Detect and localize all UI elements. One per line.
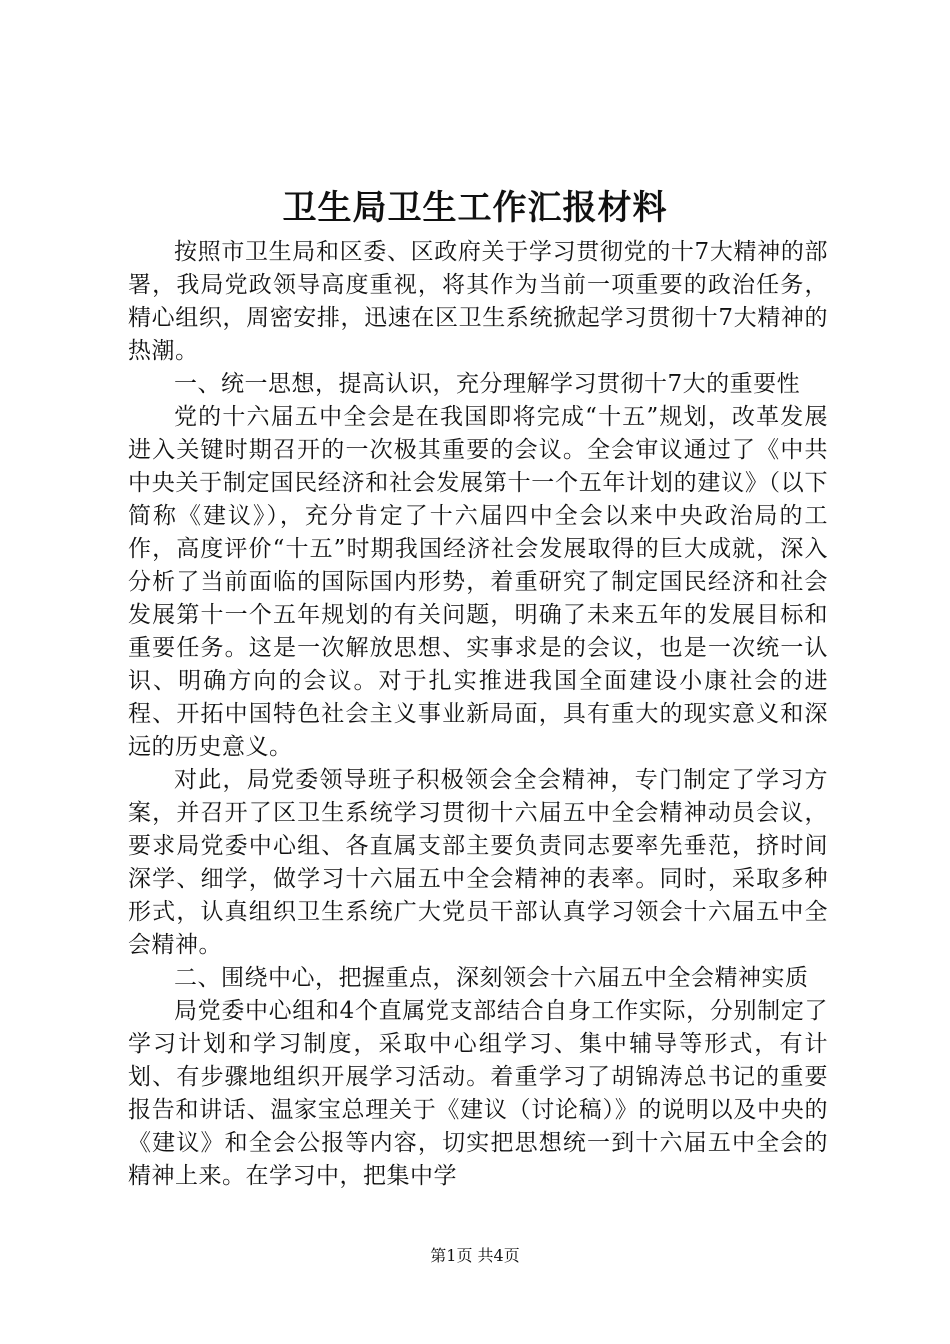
- paragraph-intro: 按照市卫生局和区委、区政府关于学习贯彻党的十7大精神的部署，我局党政领导高度重视，将其作为当前一项重要的政治任务，精心组织，周密安排，迅速在区卫生系统掀起学习贯彻十7大精神的热潮。: [128, 239, 828, 364]
- section-heading-1: 一、统一思想，提高认识，充分理解学习贯彻十7大的重要性: [174, 371, 801, 397]
- paragraph-study: 局党委中心组和4个直属党支部结合自身工作实际，分别制定了学习计划和学习制度，采取中心组学习、集中辅导等形式，有计划、有步骤地组织开展学习活动。着重学习了胡锦涛总书记的重要报告和讲话、温家宝总理关于《建议（讨论稿）》的说明以及中央的《建议》和全会公报等内容，切实把思想统一到十六届五中全会的精神上来。在学习中，把集中学: [128, 998, 828, 1189]
- document-title: 卫生局卫生工作汇报材料: [282, 188, 668, 228]
- section-heading-2: 二、围绕中心，把握重点，深刻领会十六届五中全会精神实质: [174, 965, 809, 991]
- document-body: [128, 236, 828, 1193]
- paragraph-response: 对此，局党委领导班子积极领会全会精神，专门制定了学习方案，并召开了区卫生系统学习贯彻十六届五中全会精神动员会议，要求局党委中心组、各直属支部主要负责同志要率先垂范，挤时间深学、细学，做学习十六届五中全会精神的表率。同时，采取多种形式，认真组织卫生系统广大党员干部认真学习领会十六届五中全会精神。: [128, 767, 828, 958]
- page-number: 第1页 共4页: [430, 1246, 520, 1265]
- paragraph-plenum: 党的十六届五中全会是在我国即将完成“十五”规划，改革发展进入关键时期召开的一次极其重要的会议。全会审议通过了《中共中央关于制定国民经济和社会发展第十一个五年计划的建议》（以下简称《建议》），充分肯定了十六届四中全会以来中央政治局的工作，高度评价“十五”时期我国经济社会发展取得的巨大成就，深入分析了当前面临的国际国内形势，着重研究了制定国民经济和社会发展第十一个五年规划的有关问题，明确了未来五年的发展目标和重要任务。这是一次解放思想、实事求是的会议，也是一次统一认识、明确方向的会议。对于扎实推进我国全面建设小康社会的进程、开拓中国特色社会主义事业新局面，具有重大的现实意义和深远的历史意义。: [128, 404, 828, 760]
